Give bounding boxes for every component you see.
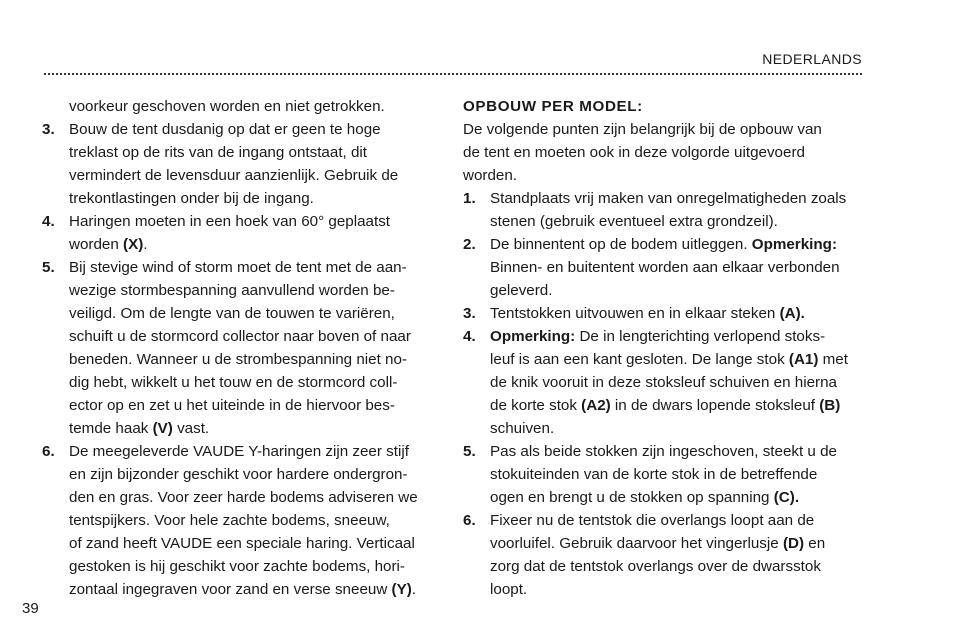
bold-ref: (X) [123,236,144,253]
intro-line: de tent en moeten ook in deze volgorde uitgevoerd [463,144,805,161]
text-segment: of zand heeft VAUDE een speciale haring. Verticaal [69,535,415,552]
text-segment: zorg dat de tentstok overlangs over de dwarsstok [490,558,821,575]
list-number: 6. [463,512,476,529]
bold-ref: Opmerking: [490,328,576,345]
list-item-body [490,302,805,325]
text-segment: De meegeleverde VAUDE Y-haringen zijn zeer stijf [69,443,409,460]
text-segment: Fixeer nu de tentstok die overlangs loopt aan de [490,512,815,529]
text-segment: de korte stok [490,397,582,414]
text-line [69,302,411,325]
text-line [490,578,825,601]
text-line [69,118,398,141]
text-segment: Bouw de tent dusdanig op dat er geen te hoge [69,121,381,138]
bold-ref: (A). [779,305,805,322]
text-segment: ector op en zet u het uiteinde in de hiervoor bes- [69,397,395,414]
text-segment: geleverd. [490,282,553,299]
list-item [42,210,442,256]
text-line [69,417,411,440]
text-line [490,279,840,302]
text-segment: De in lengterichting verlopend stoks- [575,328,826,345]
text-segment: trekontlastingen onder bij de ingang. [69,190,314,207]
text-segment: tentspijkers. Voor hele zachte bodems, sneeuw, [69,512,390,529]
text-segment: wezige stormbespanning aanvullend worden be- [69,282,395,299]
list-item [463,509,873,601]
list-number: 4. [463,328,476,345]
text-segment: Haringen moeten in een hoek van 60° geplaatst [69,213,391,230]
list-item-body [490,440,837,509]
text-line [490,440,837,463]
dotted-divider [44,73,862,75]
list-item [42,440,442,601]
text-line [69,371,411,394]
text-segment: Pas als beide stokken zijn ingeschoven, steekt u de [490,443,837,460]
language-label: NEDERLANDS [762,51,862,67]
list-item [42,118,442,210]
list-number: 1. [463,190,476,207]
bold-ref: Opmerking: [751,236,837,253]
list-item-body [69,256,411,440]
text-segment: stokuiteinden van de korte stok in de betreffende [490,466,818,483]
text-line [490,256,840,279]
text-segment: Standplaats vrij maken van onregelmatigheden zoals [490,190,847,207]
text-line [490,394,848,417]
text-line [69,141,398,164]
bold-ref: (C). [773,489,800,506]
list-item [463,302,873,325]
bold-ref: (B) [819,397,841,414]
left-column [42,95,442,601]
text-segment: beneden. Wanneer u de strombespanning niet no- [69,351,408,368]
text-segment: en zijn bijzonder geschikt voor hardere ondergron- [69,466,408,483]
text-segment: in de dwars lopende stoksleuf [610,397,820,414]
bold-ref: (V) [152,420,173,437]
text-segment: de knik vooruit in deze stoksleuf schuiven en hierna [490,374,837,391]
list-item-body [490,187,846,233]
bold-ref: (A1) [788,351,819,368]
text-segment: den en gras. Voor zeer harde bodems adviseren we [69,489,418,506]
list-number: 3. [463,305,476,322]
text-line [490,302,805,325]
text-line [490,532,825,555]
list-item-body [490,509,825,601]
list-number: 2. [463,236,476,253]
text-segment: . [143,236,148,253]
text-segment: schuiven. [490,420,555,437]
text-segment: temde haak [69,420,153,437]
text-segment: veiligd. Om de lengte van de touwen te variëren, [69,305,395,322]
text-line [490,486,837,509]
right-column [463,95,873,601]
text-segment: vast. [172,420,210,437]
intro-line: worden. [463,167,518,184]
text-line [490,187,846,210]
text-line [490,325,848,348]
text-line [490,417,848,440]
text-segment: treklast op de rits van de ingang ontstaat, dit [69,144,368,161]
list-item [42,256,442,440]
text-segment: Tentstokken uitvouwen en in elkaar steken [490,305,780,322]
bold-ref: (A2) [581,397,611,414]
text-line [490,509,825,532]
list-item-body [490,325,848,440]
list-number: 3. [42,121,55,138]
list-item [463,325,873,440]
text-segment: dig hebt, wikkelt u het touw en de stormcord coll- [69,374,398,391]
text-line [69,348,411,371]
text-line [490,463,837,486]
text-line [69,256,411,279]
text-line [69,578,418,601]
text-segment: loopt. [490,581,528,598]
text-line [69,509,418,532]
continuation-text: voorkeur geschoven worden en niet getrokken. [69,98,385,115]
list-item [463,187,873,233]
text-line [490,348,848,371]
text-segment: en [804,535,826,552]
text-segment: voorluifel. Gebruik daarvoor het vingerlusje [490,535,783,552]
bold-ref: (Y) [391,581,412,598]
text-segment: stenen (gebruik eventueel extra grondzeil). [490,213,778,230]
list-number: 5. [463,443,476,460]
list-item-body [69,118,398,210]
text-line [69,486,418,509]
text-line [490,371,848,394]
list-number: 5. [42,259,55,276]
section-heading: OPBOUW PER MODEL: [463,98,643,115]
list-item-body [490,233,840,302]
text-line [490,210,846,233]
bold-ref: (D) [782,535,805,552]
text-segment: . [411,581,417,598]
page-number: 39 [22,600,39,617]
text-segment: schuift u de stormcord collector naar boven of naar [69,328,411,345]
text-segment: worden [69,236,124,253]
text-segment: Bij stevige wind of storm moet de tent met de aan- [69,259,407,276]
text-line [69,394,411,417]
text-line [490,233,840,256]
text-line [69,187,398,210]
text-line [69,164,398,187]
text-line [69,532,418,555]
text-line [69,463,418,486]
text-line [69,325,411,348]
text-segment: gestoken is hij geschikt voor zachte bodems, hori- [69,558,405,575]
text-line [69,233,390,256]
intro-line: De volgende punten zijn belangrijk bij de opbouw van [463,121,822,138]
text-line [69,440,418,463]
list-item [463,440,873,509]
text-segment: leuf is aan een kant gesloten. De lange stok [490,351,789,368]
text-segment: zontaal ingegraven voor zand en verse sneeuw [69,581,392,598]
list-item-body [69,440,418,601]
text-segment: vermindert de levensduur aanzienlijk. Gebruik de [69,167,399,184]
text-segment: De binnentent op de bodem uitleggen. [490,236,752,253]
text-line [69,210,390,233]
list-item-body [69,210,390,256]
list-item [463,233,873,302]
text-segment: Binnen- en buitentent worden aan elkaar verbonden [490,259,840,276]
text-line [69,555,418,578]
text-line [69,279,411,302]
list-number: 4. [42,213,55,230]
text-segment: met [818,351,848,368]
list-number: 6. [42,443,55,460]
text-line [490,555,825,578]
text-segment: ogen en brengt u de stokken op spanning [490,489,774,506]
